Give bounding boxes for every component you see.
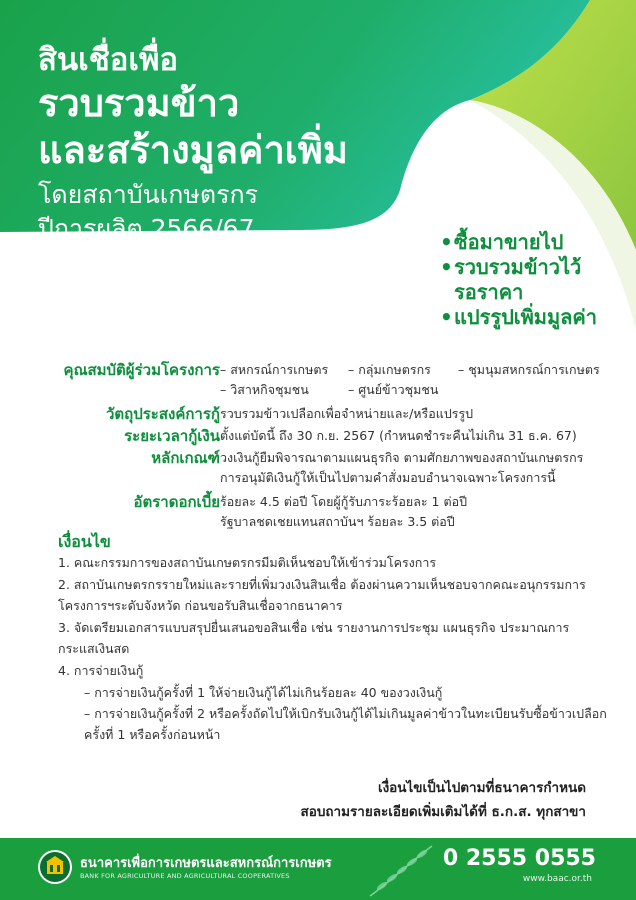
condition-item: 1. คณะกรรมการของสถาบันเกษตรกรมีมติเห็นชอบให้เข้าร่วมโครงการ xyxy=(58,555,437,570)
footer-bar xyxy=(0,838,636,900)
conditions-heading: เงื่อนไข xyxy=(58,532,111,551)
rate-label: อัตราดอกเบี้ย xyxy=(133,493,220,511)
bullet-item: รอราคา xyxy=(454,280,524,304)
title-block xyxy=(38,40,348,246)
qualification-label: คุณสมบัติผู้ร่วมโครงการ xyxy=(63,361,220,379)
bank-name-thai: ธนาคารเพื่อการเกษตรและสหกรณ์การเกษตร xyxy=(80,856,332,871)
note-line-2: สอบถามรายละเอียดเพิ่มเติมได้ที่ ธ.ก.ส. ทุกสาขา xyxy=(300,804,586,820)
criteria-label: หลักเกณฑ์ xyxy=(151,449,220,467)
qual-item: – สหกรณ์การเกษตร xyxy=(220,362,329,377)
title-line-1: สินเชื่อเพื่อ xyxy=(38,42,179,78)
rice-stalk-icon xyxy=(360,842,440,898)
subtitle-line-1: โดยสถาบันเกษตรกร xyxy=(38,180,259,209)
bullet-item: • รวบรวมข้าวไว้ xyxy=(440,255,582,279)
bank-logo-icon xyxy=(38,850,72,884)
note-line-1: เงื่อนไขเป็นไปตามที่ธนาคารกำหนด xyxy=(377,780,586,796)
condition-subitem: ครั้งที่ 1 หรือครั้งก่อนหน้า xyxy=(84,727,221,742)
bank-logo xyxy=(38,850,72,884)
rate-value-2: รัฐบาลชดเชยแทนสถาบันฯ ร้อยละ 3.5 ต่อปี xyxy=(220,514,455,529)
rate-value-1: ร้อยละ 4.5 ต่อปี โดยผู้กู้รับภาระร้อยละ 1 ต่อปี xyxy=(220,494,468,509)
website-url: www.baac.or.th xyxy=(522,874,592,884)
bullet-item: • แปรรูปเพิ่มมูลค่า xyxy=(440,305,598,329)
bullet-list xyxy=(440,230,597,330)
subtitle-line-2: ปีการผลิต 2566/67 xyxy=(38,214,255,243)
condition-subitem: – การจ่ายเงินกู้ครั้งที่ 1 ให้จ่ายเงินกู้ได้ไม่เกินร้อยละ 40 ของวงเงินกู้ xyxy=(84,685,443,700)
title-line-2: รวบรวมข้าว xyxy=(38,81,240,125)
qual-item: – วิสาหกิจชุมชน xyxy=(220,382,309,397)
condition-item: กระแสเงินสด xyxy=(58,641,130,656)
purpose-label: วัตถุประสงค์การกู้ xyxy=(105,405,220,423)
criteria-value-1: วงเงินกู้ยืมพิจารณาตามแผนธุรกิจ ตามศักยภาพของสถาบันเกษตรกร xyxy=(220,450,584,465)
condition-item: โครงการฯระดับจังหวัด ก่อนขอรับสินเชื่อจากธนาคาร xyxy=(58,598,343,613)
criteria-value-2: การอนุมัติเงินกู้ให้เป็นไปตามคำสั่งมอบอำนาจเฉพาะโครงการนี้ xyxy=(220,470,556,485)
condition-item: 3. จัดเตรียมเอกสารแบบสรุปยื่นเสนอขอสินเชื่อ เช่น รายงานการประชุม แผนธุรกิจ ประมาณการ xyxy=(58,620,570,635)
qual-item: – ศูนย์ข้าวชุมชน xyxy=(348,382,439,397)
condition-item: 4. การจ่ายเงินกู้ xyxy=(58,663,144,678)
phone-number: 0 2555 0555 xyxy=(442,846,596,871)
condition-item: 2. สถาบันเกษตรกรรายใหม่และรายที่เพิ่มวงเงินสินเชื่อ ต้องผ่านความเห็นชอบจากคณะอนุกรรมการ xyxy=(58,577,586,592)
bank-name-english: BANK FOR AGRICULTURE AND AGRICULTURAL COOPERATIVES xyxy=(80,872,290,880)
qual-item: – ชุมนุมสหกรณ์การเกษตร xyxy=(458,362,600,377)
period-label: ระยะเวลากู้เงิน xyxy=(124,427,220,445)
purpose-value: รวบรวมข้าวเปลือกเพื่อจำหน่ายและ/หรือแปรรูป xyxy=(220,406,474,421)
condition-subitem: – การจ่ายเงินกู้ครั้งที่ 2 หรือครั้งถัดไปให้เบิกรับเงินกู้ได้ไม่เกินมูลค่าข้าวในทะเบียนรับซื้อข้าวเปลือก xyxy=(84,706,607,721)
qual-item: – กลุ่มเกษตรกร xyxy=(348,362,431,377)
title-line-3: และสร้างมูลค่าเพิ่ม xyxy=(38,128,348,172)
bullet-item: • ซื้อมาขายไป xyxy=(440,230,564,254)
period-value: ตั้งแต่บัดนี้ ถึง 30 ก.ย. 2567 (กำหนดชำระคืนไม่เกิน 31 ธ.ค. 67) xyxy=(220,428,577,443)
